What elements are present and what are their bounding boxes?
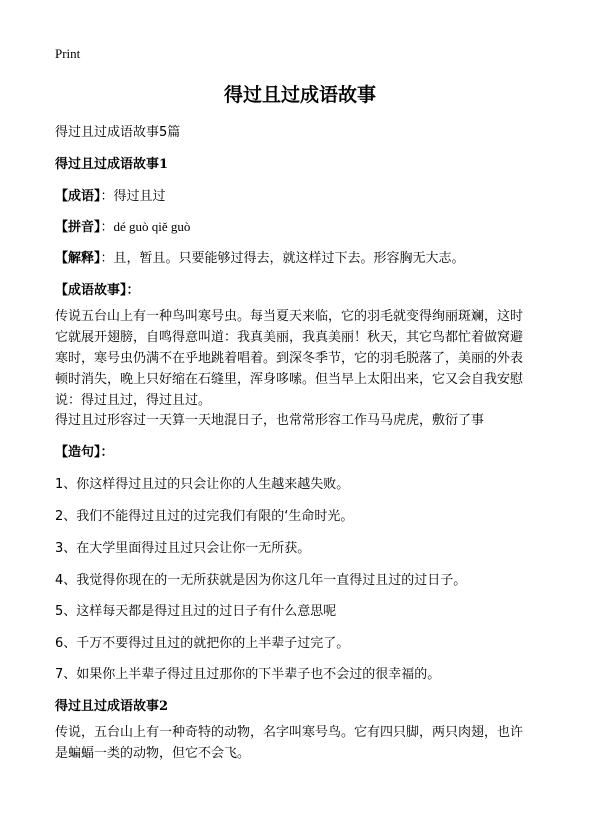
jieshi-value: ：且，暂且。只要能够过得去，就这样过下去。形容胸无大志。 — [100, 251, 465, 266]
story2-paragraph — [55, 722, 550, 764]
story-line: 是蝙蝠一类的动物，但它不会飞。 — [55, 746, 251, 761]
summary-line: 得过且过形容过一天算一天地混日子，也常常形容工作马马虎虎，敷衍了事 — [55, 413, 485, 428]
sentence-item: 2、我们不能得过且过的过完我们有限的‘生命时光。 — [55, 509, 354, 524]
story2-heading: 得过且过成语故事2 — [55, 699, 169, 714]
sentence-item: 4、我觉得你现在的一无所获就是因为你这几年一直得过且过的过日子。 — [55, 573, 467, 588]
sentence-item: 3、在大学里面得过且过只会让你一无所获。 — [55, 541, 311, 556]
chengyu-label: 【成语】 — [55, 189, 101, 204]
story1-paragraph — [55, 306, 550, 411]
story1-heading: 得过且过成语故事1 — [55, 157, 169, 172]
zaoju-heading — [55, 441, 114, 460]
sentence-item: 7、如果你上半辈子得过且过那你的下半辈子也不会过的很幸福的。 — [55, 667, 441, 682]
chengyu-value: ：得过且过 — [100, 189, 166, 204]
page-title: 得过且过成语故事 — [223, 84, 376, 106]
story-line: 顿时消失，晚上只好缩在石缝里，浑身哆嗦。但当早上太阳出来，它又会自我安慰 — [55, 372, 524, 387]
pinyin-value: ：dé guò qiě guò — [100, 219, 191, 234]
sentence-item: 6、千万不要得过且过的就把你的上半辈子过完了。 — [55, 636, 350, 651]
print-label[interactable]: Print — [55, 46, 81, 61]
subtitle: 得过且过成语故事5篇 — [55, 125, 181, 140]
zaoju-label: 【造句】 — [55, 445, 101, 460]
gushi-colon: ： — [126, 283, 140, 298]
gushi-label: 【成语故事】 — [55, 283, 127, 298]
story-line: 传说，五台山上有一种奇特的动物，名字叫寒号鸟。它有四只脚，两只肉翅，也许 — [55, 725, 524, 740]
story-line: 寒时，寒号虫仍满不在乎地跳着唱着。到深冬季节，它的羽毛脱落了，美丽的外表 — [55, 351, 524, 366]
chengyu-line — [55, 185, 166, 204]
gushi-heading — [55, 279, 140, 298]
story-line: 传说五台山上有一种鸟叫寒号虫。每当夏天来临，它的羽毛就变得绚丽斑斓，这时 — [55, 309, 524, 324]
pinyin-line — [55, 216, 190, 235]
sentence-item: 1、你这样得过且过的只会让你的人生越来越失败。 — [55, 477, 350, 492]
pinyin-label: 【拼音】 — [55, 220, 101, 235]
jieshi-line — [55, 247, 465, 266]
sentence-item: 5、这样每天都是得过且过的过日子有什么意思呢 — [55, 604, 337, 619]
zaoju-colon: ： — [100, 445, 114, 460]
story-line: 它就展开翅膀，自鸣得意叫道：我真美丽，我真美丽！秋天，其它鸟都忙着做窝避 — [55, 330, 524, 345]
story-line: 说：得过且过，得过且过。 — [55, 393, 212, 408]
jieshi-label: 【解释】 — [55, 251, 101, 266]
